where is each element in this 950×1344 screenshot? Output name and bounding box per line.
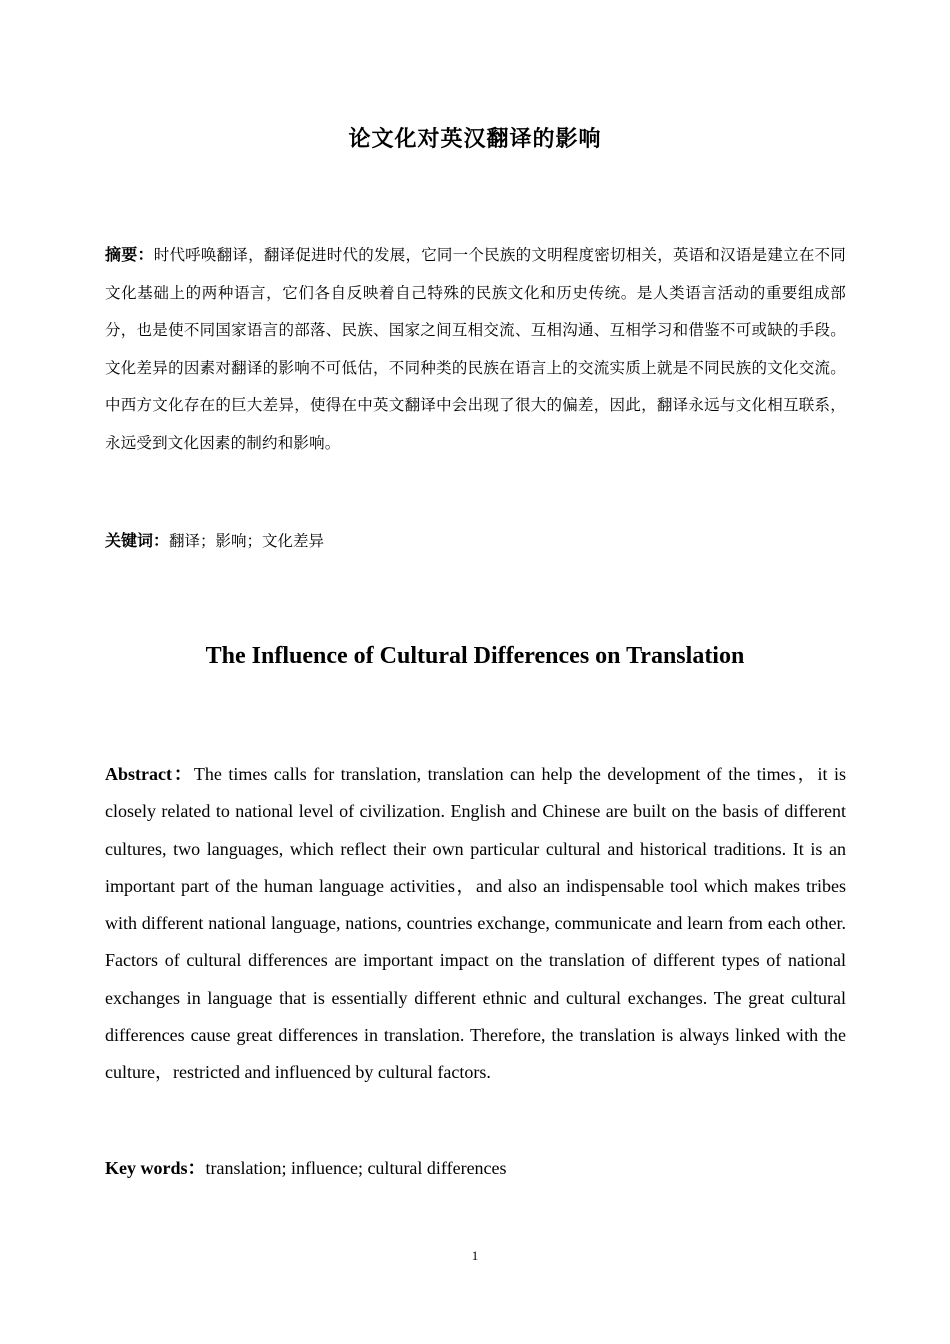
chinese-keywords-label: 关键词： <box>105 531 170 550</box>
chinese-title: 论文化对英汉翻译的影响 <box>348 127 602 152</box>
english-keywords <box>105 1153 846 1183</box>
english-keywords-label: Key words： <box>105 1158 206 1178</box>
english-abstract <box>105 756 846 1092</box>
english-abstract-text: The times calls for translation, translation can help the development of the times，it is closely related to national level of civilization. English and Chinese are built on the basis of different cultures, two languages, which reflect their own particular cultural and historical traditions. It is an important part of the human language activities，and also an indispensable tool which makes tribes with different national language, nations, countries exchange, communicate and learn from each other. Factors of cultural differences are important impact on the translation of different types of national exchanges in language that is essentially different ethnic and cultural exchanges. The great cultural differences cause great differences in translation. Therefore, the translation is always linked with the culture，restricted and influenced by cultural factors. <box>105 764 846 1083</box>
english-abstract-label: Abstract： <box>105 764 194 784</box>
chinese-abstract-text: 时代呼唤翻译，翻译促进时代的发展，它同一个民族的文明程度密切相关，英语和汉语是建立在不同文化基础上的两种语言，它们各自反映着自己特殊的民族文化和历史传统。是人类语言活动的重要组成部分，也是使不同国家语言的部落、民族、国家之间互相交流、互相沟通、互相学习和借鉴不可或缺的手段。文化差异的因素对翻译的影响不可低估，不同种类的民族在语言上的交流实质上就是不同民族的文化交流。中西方文化存在的巨大差异，使得在中英文翻译中会出现了很大的偏差，因此，翻译永远与文化相互联系，永远受到文化因素的制约和影响。 <box>105 246 846 452</box>
chinese-keywords-text: 翻译；影响；文化差异 <box>169 532 325 550</box>
english-title: The Influence of Cultural Differences on Translation <box>205 643 745 669</box>
chinese-abstract <box>105 236 846 462</box>
english-keywords-text: translation; influence; cultural differences <box>205 1158 507 1178</box>
page-number: 1 <box>471 1248 479 1263</box>
chinese-abstract-label: 摘要： <box>105 245 154 264</box>
chinese-keywords <box>105 526 846 556</box>
